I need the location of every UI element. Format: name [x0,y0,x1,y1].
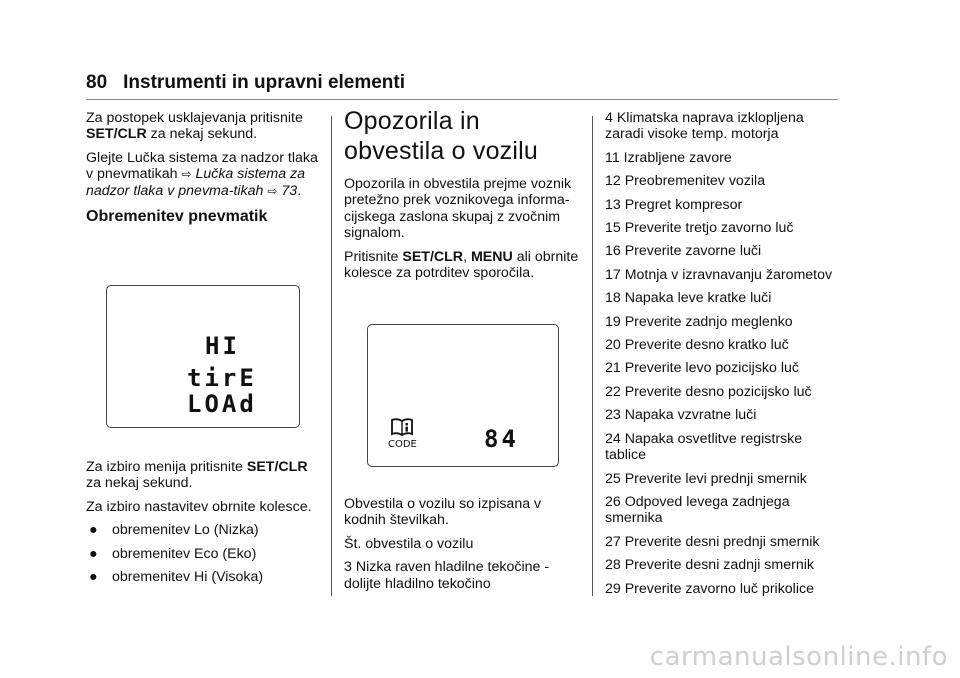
message-item: 15 Preverite tretjo zavorno luč [605,220,794,237]
column-2-lower [344,496,582,599]
intro-text: Za postopek usklajevanja pritisnite [86,110,303,126]
message-item: 16 Preverite zavorne luči [605,243,762,260]
confirm-text: Pritisnite [344,248,399,265]
message-item: 12 Preobremenitev vozila [605,173,766,190]
set-clr-label: SET/CLR [246,459,308,475]
message-item: 29 Preverite zavorno luč prikolice [605,580,814,597]
separator: , [463,248,468,265]
intro-paragraph [86,110,326,143]
message-item: 19 Preverite zadnjo meglenko [605,313,793,330]
info-book-icon [390,417,414,437]
intro-suffix: za nekaj sekund. [150,126,258,143]
message-number-label: Št. obvestila o vozilu [344,535,474,552]
set-clr-label: SET/CLR [86,126,147,143]
list-item [86,522,326,538]
settings-paragraph: Za izbiro nastavitev obrnite kolesce. [86,498,312,515]
codes-paragraph: Obvestila o vozilu so izpisana v kodnih številkah. [344,496,542,529]
message-code-value: 84 [484,425,519,453]
column-2 [344,107,582,288]
column-divider-2 [592,116,593,596]
display-line-load: LOAd [187,390,257,418]
section-heading: Opozorila in obvestila o vozilu [344,107,538,165]
tire-load-display [106,285,300,428]
menu-label: MENU [470,248,513,265]
column-3 [605,110,840,604]
column-1 [86,110,326,225]
message-item: 25 Preverite levi prednji smernik [605,470,807,487]
reference-text: Glejte Lučka sistema za nadzor tlaka v pnevmatikah [86,149,318,183]
message-item: 18 Napaka leve kratke luči [605,290,772,307]
watermark: carmanualsonline.info [649,642,948,672]
page-number: 80 [86,72,108,93]
reference-link[interactable]: Lučka sistema za nadzor tlaka v pnevma-tikah [86,166,306,199]
menu-suffix: za nekaj sekund. [86,475,193,492]
set-clr-label: SET/CLR [402,248,464,265]
page-reference-icon: ⇨ [267,183,278,198]
section-title: Instrumenti in upravni elementi [123,72,406,93]
bullet-icon: ● [89,522,98,539]
column-divider-1 [331,116,332,596]
message-item: 22 Preverite desno pozicijsko luč [605,383,812,400]
bullet-icon: ● [89,545,98,562]
list-item-text: obremenitev Hi (Visoka) [112,569,264,586]
message-item: 17 Motnja v izravnavanju žarometov [605,266,833,283]
message-item: 23 Napaka vzvratne luči [605,407,757,424]
message-item: 24 Napaka osvetlitve registrske tablice [605,430,803,464]
message-item: 3 Nizka raven hladilne tekočine - dolijte hladilno tekočino [344,559,550,592]
confirm-suffix: ali obrnite kolesce za potrditev sporočila. [344,248,579,282]
warnings-paragraph: Opozorila in obvestila prejme voznik pretežno prek voznikovega informa-cijskega zaslona skupaj z zvočnim signalom. [344,176,572,242]
message-item: 13 Pregret kompresor [605,196,743,213]
menu-text: Za izbiro menija pritisnite [86,459,243,475]
message-item: 21 Preverite levo pozicijsko luč [605,360,799,377]
page-header [86,68,838,98]
load-options-list [86,522,326,585]
message-item: 28 Preverite desni zadnji smernik [605,557,814,574]
display-line-tire: tirE [187,364,257,392]
message-item: 26 Odpoved levega zadnjega smernika [605,493,790,527]
subheading-tire-load: Obremenitev pnevmatik [86,208,268,226]
menu-paragraph [86,459,326,492]
list-item [86,569,326,585]
reference-end: . [297,182,302,199]
page-reference-icon: ⇨ [181,167,192,182]
list-item-text: obremenitev Eco (Eko) [112,545,257,562]
vehicle-message-display [367,324,559,467]
list-item [86,546,326,562]
message-item: 27 Preverite desni prednji smernik [605,533,820,550]
column-1-lower [86,459,326,592]
message-item: 11 Izrabljene zavore [605,149,732,166]
message-item: 4 Klimatska naprava izklopljena zaradi visoke temp. motorja [605,110,804,143]
reference-paragraph [86,150,326,199]
reference-page[interactable]: 73 [281,182,298,199]
bullet-icon: ● [89,569,98,586]
message-item: 20 Preverite desno kratko luč [605,337,789,354]
code-label: CODE [388,439,417,450]
display-line-hi: HI [205,332,240,360]
header-rule [86,99,838,100]
list-item-text: obremenitev Lo (Nizka) [112,522,259,539]
confirm-paragraph [344,249,582,282]
